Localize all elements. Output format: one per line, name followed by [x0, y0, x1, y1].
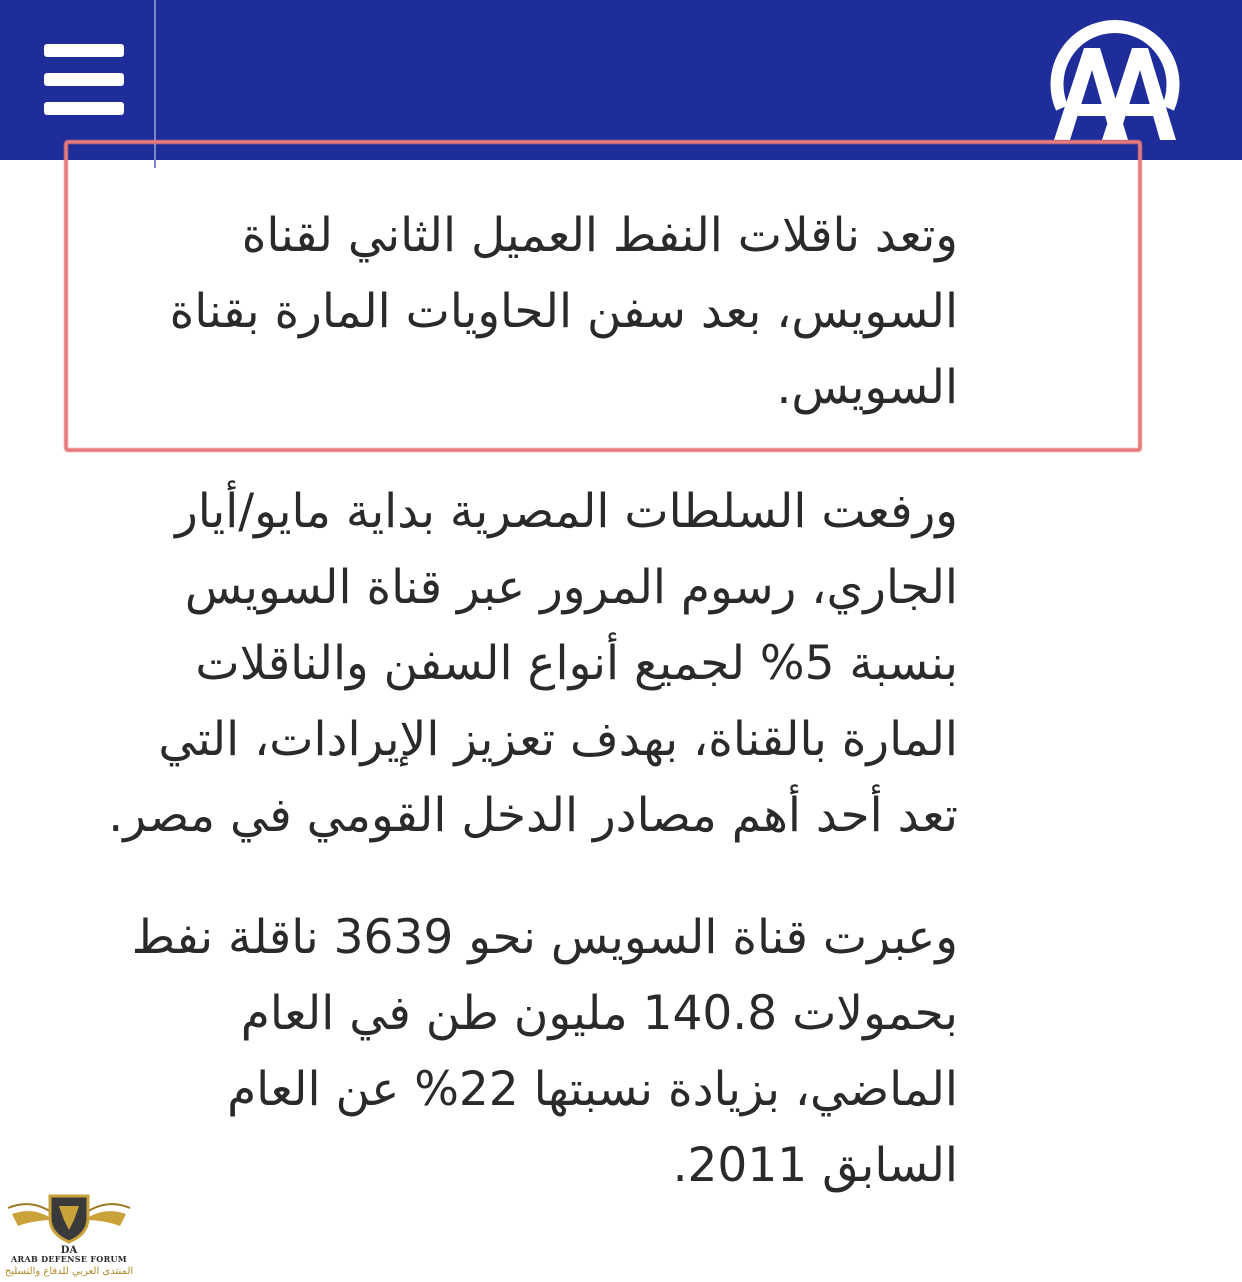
hamburger-menu-button[interactable]: [36, 40, 132, 120]
arab-defense-forum-watermark: [4, 1186, 134, 1280]
article-paragraph-3: وعبرت قناة السويس نحو 3639 ناقلة نفط بحمولات 140.8 مليون طن في العام الماضي، بزيادة نسبتها 22% عن العام السابق 2011.: [131, 910, 958, 1193]
app-header: [0, 0, 1242, 160]
watermark-text-ar: المنتدى العربي للدفاع والتسليح: [4, 1266, 134, 1277]
menu-bar-bottom: [44, 102, 124, 115]
eagle-emblem-icon: [4, 1186, 134, 1256]
menu-bar-middle: [44, 73, 124, 86]
watermark-text-en: ARAB DEFENSE FORUM: [11, 1254, 127, 1264]
article-paragraph-2: ورفعت السلطات المصرية بداية مايو/أيار الجاري، رسوم المرور عبر قناة السويس بنسبة 5% لجميع أنواع السفن والناقلات المارة بالقناة، بهدف تعزيز الإيرادات، التي تعد أحد أهم مصادر الدخل القومي في مصر.: [108, 484, 958, 843]
anadolu-agency-logo[interactable]: [1040, 8, 1190, 148]
svg-text:DA: DA: [60, 1245, 78, 1256]
article-paragraph-1: وتعد ناقلات النفط العميل الثاني لقناة السويس، بعد سفن الحاويات المارة بقناة السويس.: [169, 208, 958, 415]
menu-bar-top: [44, 44, 124, 57]
